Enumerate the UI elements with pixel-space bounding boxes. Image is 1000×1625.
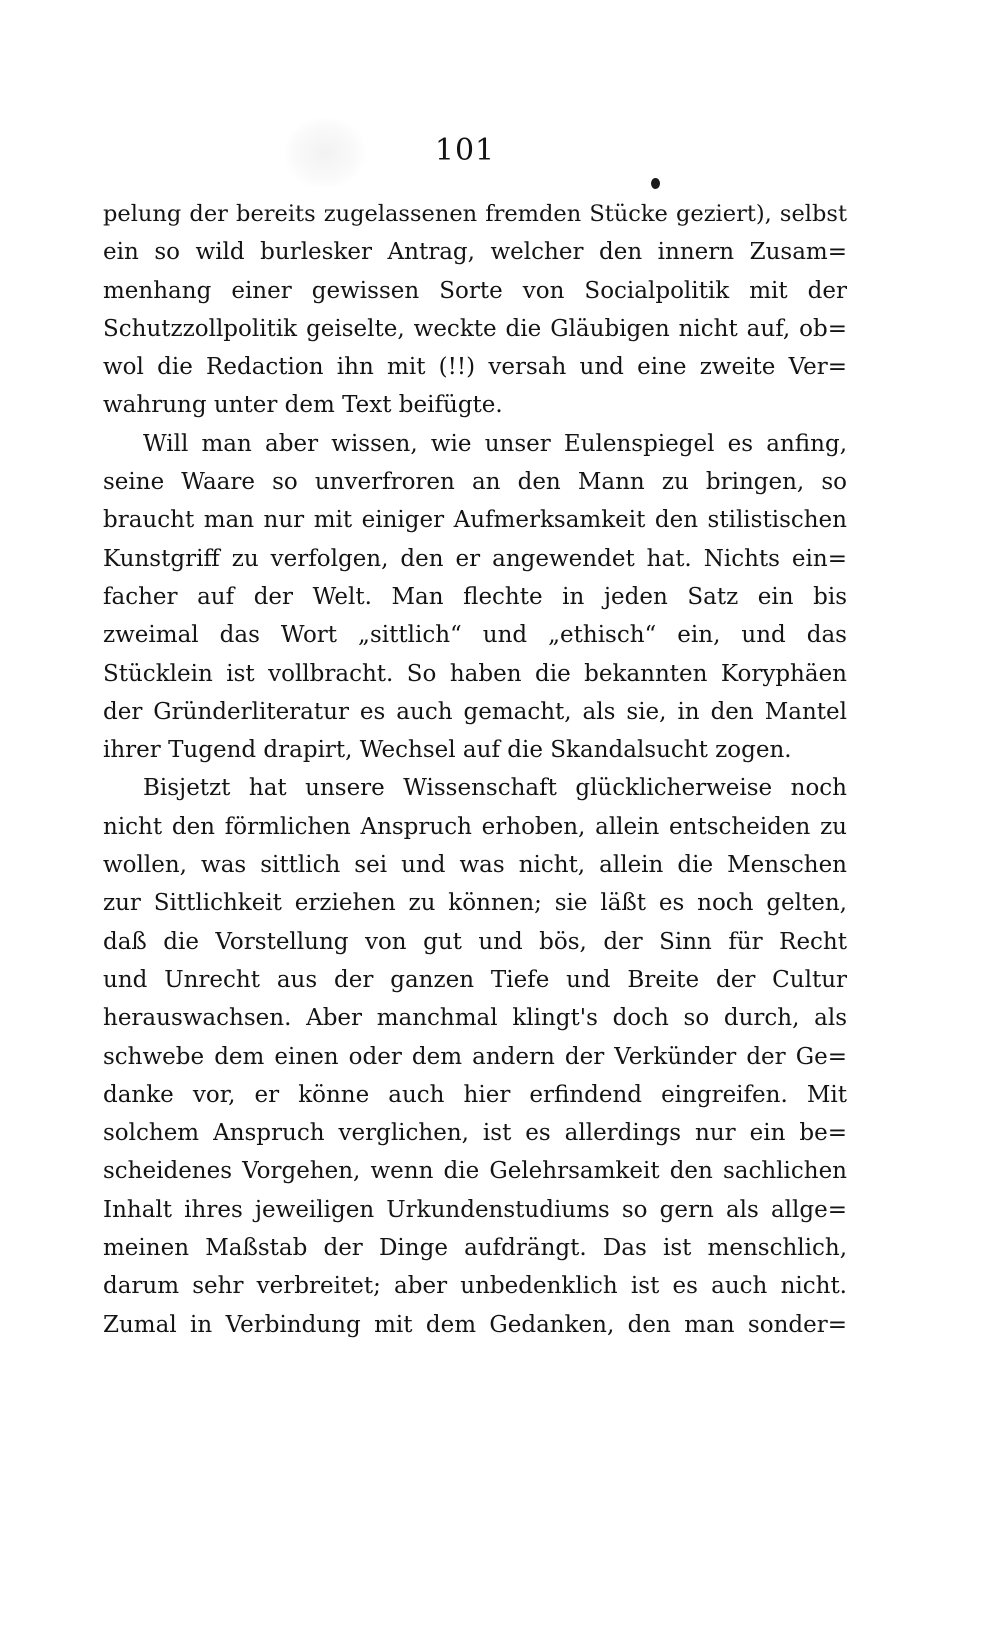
text-line: ein so wild burlesker Antrag, welcher den innern Zusam= [103,239,847,266]
text-line: Schutzzollpolitik geiselte, weckte die Gläubigen nicht auf, ob= [103,315,847,342]
text-line: schwebe dem einen oder dem andern der Verkünder der Ge= [103,1043,847,1070]
text-line: der Gründerliteratur es auch gemacht, als sie, in den Mantel [103,698,847,725]
text-line: ihrer Tugend drapirt, Wechsel auf die Skandalsucht zogen. [103,737,792,764]
text-line: zweimal das Wort „sittlich“ und „ethisch“ ein, und das [103,622,847,649]
text-line: herauswachsen. Aber manchmal klingt's doch so durch, als [103,1005,847,1032]
text-line: und Unrecht aus der ganzen Tiefe und Breite der Cultur [103,966,847,993]
text-line: meinen Maßstab der Dinge aufdrängt. Das ist menschlich, [103,1235,847,1262]
text-line: scheidenes Vorgehen, wenn die Gelehrsamkeit den sachlichen [103,1158,847,1185]
text-line: braucht man nur mit einiger Aufmerksamkeit den stilistischen [103,507,847,534]
page-number: 101 [434,133,496,168]
ink-dot [651,178,660,189]
text-line: wol die Redaction ihn mit (!!) versah und eine zweite Ver= [103,354,847,381]
text-line: darum sehr verbreitet; aber unbedenklich ist es auch nicht. [103,1273,847,1300]
text-line: nicht den förmlichen Anspruch erhoben, allein entscheiden zu [103,813,847,840]
text-line: zur Sittlichkeit erziehen zu können; sie läßt es noch gelten, [103,890,847,917]
text-line: wollen, was sittlich sei und was nicht, allein die Menschen [103,852,847,879]
body-text [103,195,847,1344]
paper-stain [285,118,365,188]
text-line: Zumal in Verbindung mit dem Gedanken, den man sonder= [103,1311,847,1338]
text-line: pelung der bereits zugelassenen fremden Stücke geziert), selbst [103,201,847,227]
text-line: Inhalt ihres jeweiligen Urkundenstudiums so gern als allge= [103,1196,847,1223]
text-line: daß die Vorstellung von gut und bös, der Sinn für Recht [103,928,847,955]
text-line: solchem Anspruch verglichen, ist es allerdings nur ein be= [103,1120,847,1147]
text-line: facher auf der Welt. Man flechte in jeden Satz ein bis [103,583,847,610]
text-line: wahrung unter dem Text beifügte. [103,392,503,419]
text-line: seine Waare so unverfroren an den Mann zu bringen, so [103,469,847,496]
text-line: Will man aber wissen, wie unser Eulenspiegel es anfing, [143,430,847,457]
text-line: danke vor, er könne auch hier erfindend eingreifen. Mit [103,1081,847,1108]
text-line: Stücklein ist vollbracht. So haben die bekannten Koryphäen [103,660,847,687]
text-line: Kunstgriff zu verfolgen, den er angewendet hat. Nichts ein= [103,545,847,572]
text-line: menhang einer gewissen Sorte von Socialpolitik mit der [103,277,847,304]
text-line: Bisjetzt hat unsere Wissenschaft glücklicherweise noch [143,775,847,802]
